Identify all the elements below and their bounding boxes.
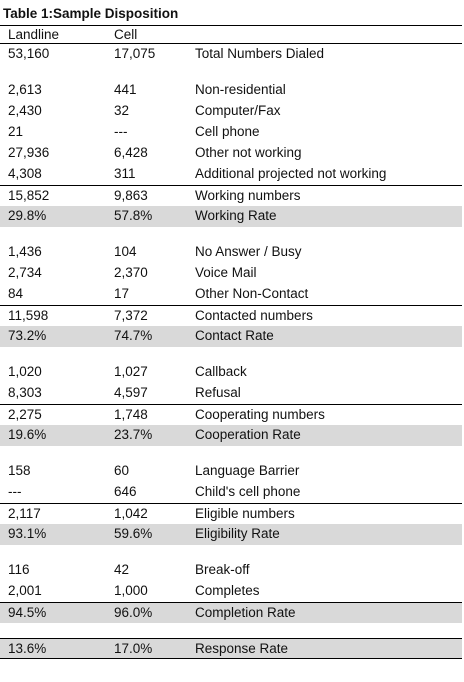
table-title: Table 1:Sample Disposition [3, 6, 179, 21]
landline-value: 84 [8, 286, 24, 301]
table-spacer-row [0, 545, 462, 560]
row-label: Working numbers [195, 188, 301, 203]
subtotal-row [0, 305, 462, 326]
table-body [0, 44, 462, 659]
cell-value: 74.7% [114, 328, 153, 343]
row-label: Eligibility Rate [195, 526, 280, 541]
table-row [0, 164, 462, 185]
landline-value: --- [8, 484, 22, 499]
table-spacer-row [0, 65, 462, 80]
cell-value: 7,372 [114, 308, 148, 323]
row-label: Non-residential [195, 82, 286, 97]
row-label: Other Non-Contact [195, 286, 309, 301]
landline-value: 8,303 [8, 385, 42, 400]
table-row [0, 560, 462, 581]
cell-value: 60 [114, 463, 130, 478]
subtotal-row [0, 503, 462, 524]
cell-value: 1,748 [114, 407, 148, 422]
row-label: Total Numbers Dialed [195, 46, 325, 61]
cell-value: 57.8% [114, 208, 153, 223]
table-row [0, 362, 462, 383]
row-label: Contacted numbers [195, 308, 313, 323]
cell-value: 17,075 [114, 46, 156, 61]
landline-value: 53,160 [8, 46, 50, 61]
cell-value: 17.0% [114, 641, 153, 656]
row-label: Completion Rate [195, 605, 296, 620]
cell-value: 9,863 [114, 188, 148, 203]
row-label: Callback [195, 364, 247, 379]
rate-row [0, 638, 462, 659]
cell-value: 4,597 [114, 385, 148, 400]
table-row [0, 101, 462, 122]
row-label: Cooperation Rate [195, 427, 301, 442]
landline-value: 2,001 [8, 583, 42, 598]
cell-value: 32 [114, 103, 130, 118]
landline-value: 73.2% [8, 328, 47, 343]
landline-value: 29.8% [8, 208, 47, 223]
landline-value: 27,936 [8, 145, 50, 160]
cell-value: 96.0% [114, 605, 153, 620]
landline-value: 158 [8, 463, 31, 478]
row-label: Contact Rate [195, 328, 274, 343]
cell-value: 59.6% [114, 526, 153, 541]
rate-row [0, 425, 462, 446]
table-header-row [0, 25, 462, 44]
header-landline: Landline [8, 27, 60, 42]
row-label: Eligible numbers [195, 506, 295, 521]
row-label: Computer/Fax [195, 103, 281, 118]
row-label: Working Rate [195, 208, 277, 223]
table-row [0, 383, 462, 404]
rate-row [0, 206, 462, 227]
landline-value: 2,430 [8, 103, 42, 118]
table-spacer-row [0, 227, 462, 242]
table-row [0, 80, 462, 101]
landline-value: 4,308 [8, 166, 42, 181]
rate-row [0, 602, 462, 623]
cell-value: 646 [114, 484, 137, 499]
row-label: Voice Mail [195, 265, 257, 280]
row-label: Completes [195, 583, 260, 598]
row-label: Other not working [195, 145, 302, 160]
row-label: Cooperating numbers [195, 407, 325, 422]
cell-value: 17 [114, 286, 130, 301]
header-cell: Cell [114, 27, 138, 42]
landline-value: 2,613 [8, 82, 42, 97]
table-spacer-row [0, 623, 462, 638]
table-spacer-row [0, 347, 462, 362]
table-row [0, 263, 462, 284]
table-row [0, 122, 462, 143]
rate-row [0, 524, 462, 545]
landline-value: 94.5% [8, 605, 47, 620]
row-label: Child's cell phone [195, 484, 301, 499]
landline-value: 2,275 [8, 407, 42, 422]
row-label: Response Rate [195, 641, 289, 656]
landline-value: 13.6% [8, 641, 47, 656]
table-row [0, 482, 462, 503]
landline-value: 11,598 [8, 308, 49, 323]
table-row [0, 284, 462, 305]
cell-value: --- [114, 124, 128, 139]
cell-value: 2,370 [114, 265, 148, 280]
row-label: Additional projected not working [195, 166, 387, 181]
row-label: Language Barrier [195, 463, 300, 478]
row-label: Refusal [195, 385, 241, 400]
cell-value: 311 [114, 166, 136, 181]
subtotal-row [0, 185, 462, 206]
cell-value: 104 [114, 244, 137, 259]
row-label: Break-off [195, 562, 250, 577]
row-label: No Answer / Busy [195, 244, 302, 259]
landline-value: 19.6% [8, 427, 47, 442]
table-spacer-row [0, 446, 462, 461]
table-row [0, 461, 462, 482]
cell-value: 1,027 [114, 364, 148, 379]
cell-value: 23.7% [114, 427, 153, 442]
landline-value: 116 [8, 562, 30, 577]
table-row [0, 44, 462, 65]
landline-value: 93.1% [8, 526, 47, 541]
cell-value: 6,428 [114, 145, 148, 160]
landline-value: 2,117 [8, 506, 41, 521]
table-row [0, 581, 462, 602]
landline-value: 2,734 [8, 265, 42, 280]
landline-value: 21 [8, 124, 24, 139]
cell-value: 1,042 [114, 506, 148, 521]
cell-value: 42 [114, 562, 130, 577]
cell-value: 441 [114, 82, 137, 97]
sample-disposition-table [0, 25, 462, 659]
landline-value: 1,436 [8, 244, 42, 259]
table-row [0, 143, 462, 164]
landline-value: 15,852 [8, 188, 50, 203]
cell-value: 1,000 [114, 583, 148, 598]
row-label: Cell phone [195, 124, 260, 139]
subtotal-row [0, 404, 462, 425]
landline-value: 1,020 [8, 364, 42, 379]
rate-row [0, 326, 462, 347]
table-row [0, 242, 462, 263]
